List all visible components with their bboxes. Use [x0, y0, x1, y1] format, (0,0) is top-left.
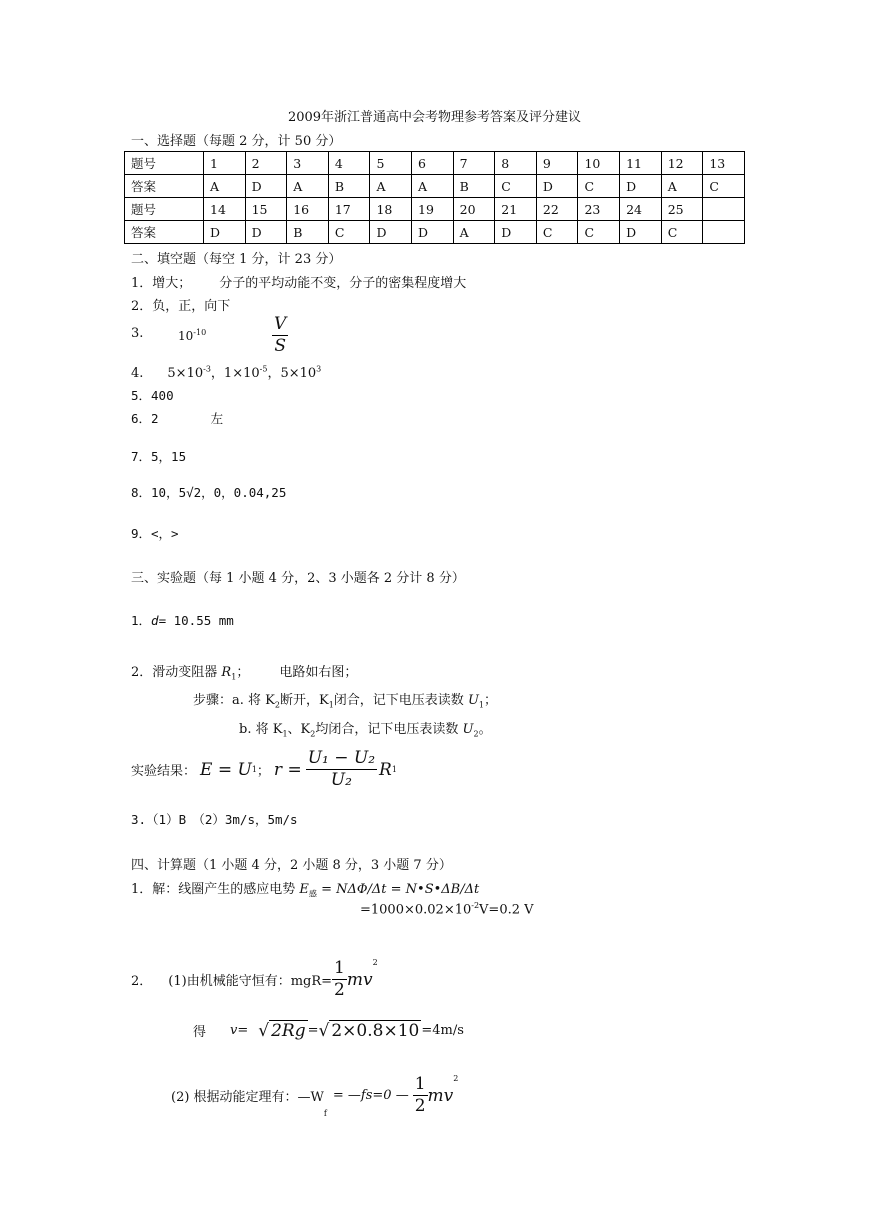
table-cell: D: [620, 221, 662, 244]
calc-q2-v: v=: [230, 1023, 249, 1038]
table-row-header: 题号: [125, 198, 204, 221]
sqrt-icon-2: √: [318, 1020, 330, 1041]
fill-q4-b-exp: -5: [259, 364, 268, 374]
exp-step-a: [193, 689, 497, 710]
calc-q1-d: V=0.2 V: [479, 902, 534, 918]
exp-result: [131, 748, 397, 792]
exp-q3: 3.（1）B （2）3m/s，5m/s: [131, 812, 298, 827]
table-cell: C: [661, 221, 703, 244]
exp-step-b-pre: b. 将 K: [239, 722, 283, 737]
table-cell: C: [495, 175, 537, 198]
table-cell: 1: [204, 152, 246, 175]
table-cell: 23: [578, 198, 620, 221]
exp-step-b-mid: 、K: [287, 722, 311, 737]
table-cell: D: [495, 221, 537, 244]
table-cell: D: [412, 221, 454, 244]
table-cell: 14: [204, 198, 246, 221]
exp-step-b-sub1: 1: [282, 729, 288, 739]
table-cell: 7: [453, 152, 495, 175]
table-cell: D: [536, 175, 578, 198]
fill-q7: 7．5，15: [131, 449, 187, 464]
table-cell: A: [453, 221, 495, 244]
exp-q2-a: 2．滑动变阻器: [131, 665, 218, 680]
calc-q2-velocity: [193, 1020, 464, 1041]
table-cell: [703, 198, 745, 221]
table-cell: D: [620, 175, 662, 198]
fill-q8: 8．10，5√2，0，0.04,25: [131, 485, 287, 500]
fill-q4-b: ，1×10: [210, 366, 260, 381]
fill-q2: 2．负，正，向下: [131, 299, 231, 314]
fill-q1-a: 1．增大；: [131, 276, 192, 291]
calc-q1-c-exp: -2: [471, 901, 480, 910]
table-cell: A: [661, 175, 703, 198]
answer-table: [124, 151, 745, 244]
table-cell: A: [287, 175, 329, 198]
exp-q2-b: ；: [236, 665, 250, 680]
exp-step-b-sub2: 2: [310, 729, 316, 739]
calc-q2-root1: 2Rg: [271, 1021, 306, 1041]
exp-result-e: E = U: [200, 759, 252, 780]
exp-result-e-sub: 1: [251, 765, 257, 775]
fill-q3-base: 10: [178, 329, 194, 343]
table-cell: 19: [412, 198, 454, 221]
fill-q6: [131, 409, 223, 427]
calc-q2b-mv-exp: 2: [453, 1074, 459, 1083]
table-cell: 16: [287, 198, 329, 221]
table-cell: 24: [620, 198, 662, 221]
table-cell: 8: [495, 152, 537, 175]
calc-q2b-num: 1: [413, 1074, 428, 1096]
exp-result-label: 实验结果：: [131, 764, 197, 780]
table-cell: C: [328, 221, 370, 244]
exp-result-tail: R: [379, 759, 392, 780]
fill-q4-a-exp: -3: [203, 364, 211, 374]
fill-q3-den: S: [274, 336, 286, 357]
table-cell: 11: [620, 152, 662, 175]
fill-q9: 9．<，>: [131, 526, 179, 541]
exp-q1-label: 1．: [131, 613, 152, 628]
fill-q3-power: [178, 328, 206, 343]
fill-q3-fraction: [272, 314, 288, 358]
table-cell: D: [370, 221, 412, 244]
exp-step-a-sub2: 1: [328, 700, 334, 710]
calc-q2-eq: =: [307, 1023, 319, 1038]
table-row-header: 题号: [125, 152, 204, 175]
fill-q3-exp: -10: [193, 328, 207, 337]
exp-step-a-post: 闭合，记下电压表读数: [333, 693, 464, 708]
exp-result-tail-sub: 1: [391, 765, 397, 775]
table-cell: 5: [370, 152, 412, 175]
calc-q1-result: [360, 901, 534, 917]
sqrt-icon: √: [258, 1020, 270, 1041]
table-cell: D: [204, 221, 246, 244]
exp-q2-sub: 1: [231, 672, 237, 682]
table-cell: 6: [412, 152, 454, 175]
calc-q1: [131, 878, 479, 900]
exp-step-b: [239, 718, 492, 739]
fill-q4-c-exp: 3: [316, 364, 322, 374]
table-cell: 18: [370, 198, 412, 221]
exp-step-a-vsub: 1: [478, 700, 484, 710]
fill-q6-b: 左: [210, 411, 224, 426]
exp-q1-var: d: [151, 613, 159, 628]
table-cell: 4: [328, 152, 370, 175]
table-cell: 3: [287, 152, 329, 175]
table-row: [125, 221, 745, 244]
table-cell: 17: [328, 198, 370, 221]
table-cell: B: [453, 175, 495, 198]
table-cell: 2: [245, 152, 287, 175]
fill-q4: [131, 362, 321, 381]
fill-q3-num: V: [272, 314, 288, 336]
section-calc-heading: 四、计算题（1 小题 4 分，2 小题 8 分，3 小题 7 分）: [131, 858, 452, 873]
calc-q2b-den: 2: [414, 1096, 426, 1117]
table-cell: B: [287, 221, 329, 244]
exp-result-r: r =: [273, 759, 302, 780]
calc-q2-get: 得: [193, 1025, 207, 1040]
calc-q2-res: =4m/s: [421, 1023, 464, 1038]
table-cell: 15: [245, 198, 287, 221]
calc-q1-c: =1000×0.02×10: [360, 902, 472, 918]
table-cell: 9: [536, 152, 578, 175]
calc-q1-e: E: [299, 882, 309, 897]
exp-step-b-post: 均闭合，记下电压表读数: [315, 722, 459, 737]
table-cell: C: [703, 175, 745, 198]
exp-step-a-pre: 步骤：a. 将 K: [193, 693, 275, 708]
fill-q1: [131, 272, 466, 291]
calc-q2-root2: 2×0.8×10: [331, 1021, 420, 1041]
table-cell: C: [578, 175, 620, 198]
calc-q2b: [171, 1074, 458, 1118]
table-cell: 21: [495, 198, 537, 221]
calc-q1-a: 1．解：线圈产生的感应电势: [131, 882, 296, 897]
table-cell: 12: [661, 152, 703, 175]
calc-q2b-sub: f: [323, 1108, 327, 1118]
table-cell: 20: [453, 198, 495, 221]
table-cell: 22: [536, 198, 578, 221]
exp-step-a-mid: 断开，K: [279, 693, 329, 708]
fill-q6-a: 6．2: [131, 411, 159, 426]
exp-q2: [131, 661, 357, 682]
exp-q1-val: = 10.55 mm: [158, 613, 234, 628]
calc-q2b-mv: mv: [427, 1085, 454, 1106]
fill-q4-c: ，5×10: [267, 366, 317, 381]
table-cell: C: [536, 221, 578, 244]
exp-q1: [131, 611, 234, 629]
calc-q2b-a: (2) 根据动能定理有：—W: [171, 1090, 324, 1106]
calc-q2-num: 1: [332, 958, 347, 980]
fill-q4-label: 4.: [131, 366, 144, 381]
exp-step-b-vsub: 2: [473, 729, 479, 739]
exp-step-b-end: 。: [478, 722, 492, 737]
table-cell: 10: [578, 152, 620, 175]
table-row-header: 答案: [125, 221, 204, 244]
page-title: 2009年浙江普通高中会考物理参考答案及评分建议: [287, 110, 582, 125]
table-cell: D: [245, 175, 287, 198]
table-cell: 25: [661, 198, 703, 221]
table-row: [125, 152, 745, 175]
exp-q2-var: R: [221, 665, 232, 680]
fill-q3-label: 3.: [131, 326, 144, 341]
exp-result-num: U₁ − U₂: [306, 748, 377, 770]
exp-result-den: U₂: [330, 770, 352, 791]
fill-q5: 5．400: [131, 388, 174, 403]
table-cell: A: [370, 175, 412, 198]
fill-q4-a: 5×10: [167, 366, 204, 381]
table-cell: [703, 221, 745, 244]
fill-q1-b: 分子的平均动能不变，分子的密集程度增大: [219, 276, 467, 291]
table-row: [125, 175, 745, 198]
table-cell: 13: [703, 152, 745, 175]
calc-q1-b: = NΔΦ/Δt = N•S•ΔB/Δt: [321, 882, 480, 897]
table-cell: A: [412, 175, 454, 198]
table-cell: B: [328, 175, 370, 198]
calc-q2: [131, 958, 378, 1002]
exp-step-a-var: U: [467, 693, 479, 708]
exp-result-sep: ；: [256, 764, 270, 780]
section-choice-heading: 一、选择题（每题 2 分，计 50 分）: [131, 134, 342, 149]
section-fill-heading: 二、填空题（每空 1 分，计 23 分）: [131, 252, 342, 267]
calc-q2-a: (1)由机械能守恒有：mgR=: [168, 974, 333, 990]
table-cell: C: [578, 221, 620, 244]
exp-step-a-sub1: 2: [274, 700, 280, 710]
table-cell: A: [204, 175, 246, 198]
calc-q2b-b: = —fs=0 —: [332, 1088, 409, 1104]
calc-q1-esub: 感: [308, 889, 317, 899]
exp-q2-c: 电路如右图；: [279, 665, 358, 680]
calc-q2-label: 2．: [131, 974, 153, 990]
exp-step-a-end: ；: [484, 693, 498, 708]
calc-q2-mv: mv: [346, 969, 373, 990]
table-row: [125, 198, 745, 221]
section-experiment-heading: 三、实验题（每 1 小题 4 分，2、3 小题各 2 分计 8 分）: [131, 571, 465, 586]
calc-q2-den: 2: [334, 980, 345, 1001]
calc-q2-mv-exp: 2: [372, 958, 378, 967]
exp-step-b-var: U: [462, 722, 474, 737]
table-row-header: 答案: [125, 175, 204, 198]
table-cell: D: [245, 221, 287, 244]
